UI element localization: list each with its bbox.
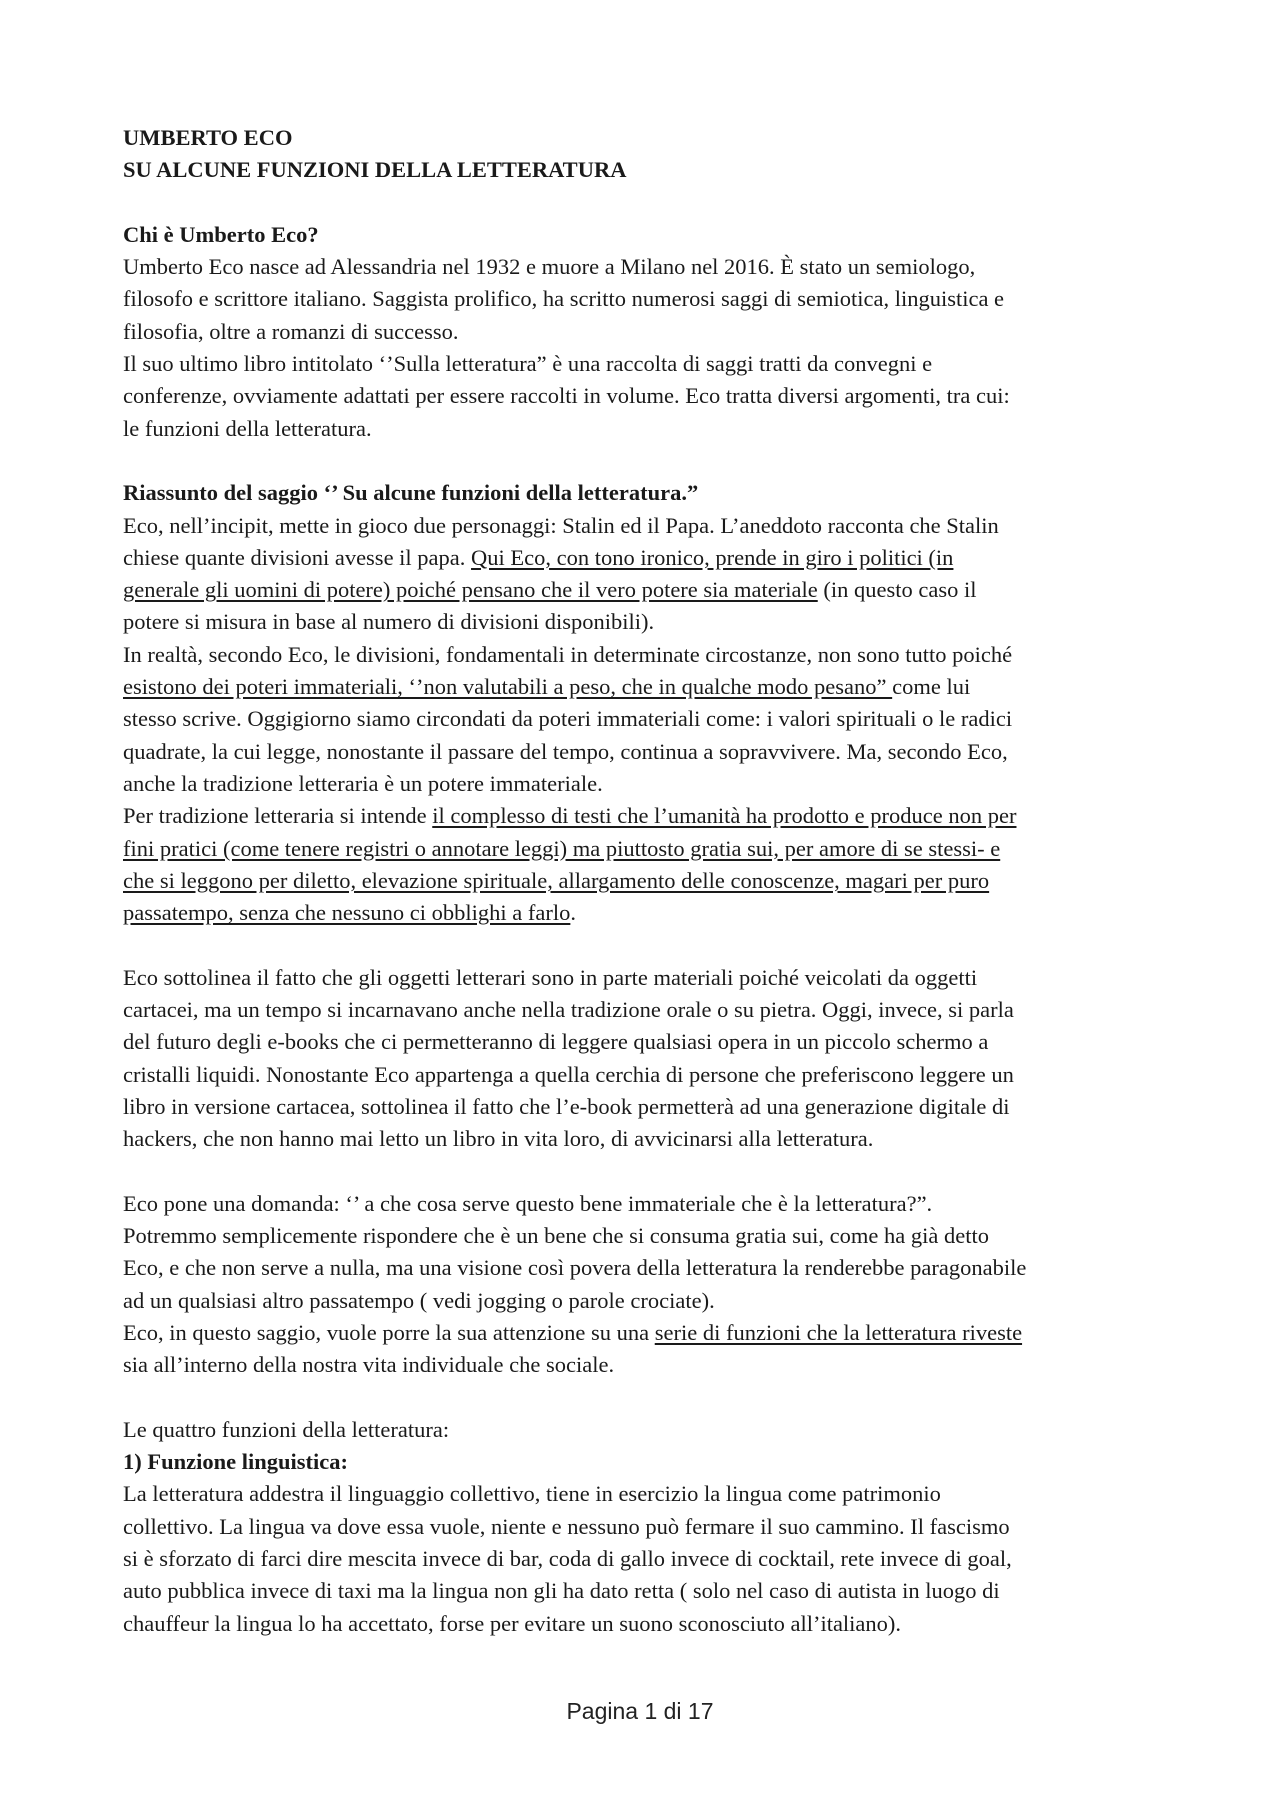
section-heading: 1) Funzione linguistica:	[123, 1449, 349, 1475]
underlined-text: generale gli uomini di potere) poiché pensano che il vero potere sia materiale	[123, 577, 818, 603]
spacer	[123, 1156, 1183, 1188]
paragraph-line	[123, 1317, 1183, 1349]
document-title-line-2: SU ALCUNE FUNZIONI DELLA LETTERATURA	[123, 157, 627, 183]
paragraph-line: conferenze, ovviamente adattati per essere raccolti in volume. Eco tratta diversi argomenti, tra cui:	[123, 383, 1010, 409]
text-run: Per tradizione letteraria si intende	[123, 803, 433, 829]
paragraph-line	[123, 800, 1183, 832]
underlined-text: che si leggono per diletto, elevazione spirituale, allargamento delle conoscenze, magari per puro	[123, 867, 990, 893]
spacer	[123, 929, 1183, 961]
paragraph-line: ad un qualsiasi altro passatempo ( vedi jogging o parole crociate).	[123, 1287, 715, 1313]
paragraph-line: Eco, nell’incipit, mette in gioco due personaggi: Stalin ed il Papa. L’aneddoto racconta che Stalin	[123, 512, 999, 538]
paragraph-line: del futuro degli e-books che ci permetteranno di leggere qualsiasi opera in un piccolo schermo a	[123, 1029, 989, 1055]
paragraph-line	[123, 542, 1183, 574]
spacer	[123, 1382, 1183, 1414]
paragraph-line: stesso scrive. Oggigiorno siamo circondati da poteri immateriali come: i valori spirituali o le radici	[123, 706, 1013, 732]
paragraph-line: Le quattro funzioni della letteratura:	[123, 1416, 450, 1442]
section-summary	[123, 477, 1183, 929]
document-page	[123, 122, 1183, 1640]
paragraph-line: cartacei, ma un tempo si incarnavano anche nella tradizione orale o su pietra. Oggi, invece, si parla	[123, 997, 1014, 1023]
paragraph-line: Eco sottolinea il fatto che gli oggetti letterari sono in parte materiali poiché veicolati da oggetti	[123, 964, 978, 990]
paragraph-line: le funzioni della letteratura.	[123, 415, 372, 441]
underlined-text: passatempo, senza che nessuno ci obblighi a farlo	[123, 900, 571, 926]
section-heading: Chi è Umberto Eco?	[123, 221, 319, 247]
paragraph-line: Umberto Eco nasce ad Alessandria nel 1932 e muore a Milano nel 2016. È stato un semiologo,	[123, 254, 976, 280]
paragraph-line: sia all’interno della nostra vita individuale che sociale.	[123, 1352, 615, 1378]
section-question	[123, 1188, 1183, 1382]
paragraph-line: anche la tradizione letteraria è un potere immateriale.	[123, 770, 603, 796]
section-heading: Riassunto del saggio ‘’ Su alcune funzioni della letteratura.”	[123, 480, 699, 506]
spacer	[123, 187, 1183, 219]
section-author-bio	[123, 219, 1183, 445]
paragraph-line: Il suo ultimo libro intitolato ‘’Sulla letteratura” è una raccolta di saggi tratti da convegni e	[123, 351, 933, 377]
paragraph-line: si è sforzato di farci dire mescita invece di bar, coda di gallo invece di cocktail, rete invece di goal,	[123, 1546, 1012, 1572]
paragraph-line	[123, 671, 1183, 703]
paragraph-line: Potremmo semplicemente rispondere che è un bene che si consuma gratia sui, come ha già detto	[123, 1223, 989, 1249]
text-run: (in questo caso il	[817, 577, 977, 603]
document-title-line-1: UMBERTO ECO	[123, 125, 293, 150]
spacer	[123, 445, 1183, 477]
paragraph-line: libro in versione cartacea, sottolinea il fatto che l’e-book permetterà ad una generazione digitale di	[123, 1093, 1010, 1119]
paragraph-line: La letteratura addestra il linguaggio collettivo, tiene in esercizio la lingua come patrimonio	[123, 1481, 941, 1507]
paragraph-line: collettivo. La lingua va dove essa vuole, niente e nessuno può fermare il suo cammino. Il fascismo	[123, 1513, 1010, 1539]
text-run: .	[570, 900, 576, 926]
paragraph-line: cristalli liquidi. Nonostante Eco appartenga a quella cerchia di persone che preferiscono leggere un	[123, 1061, 1014, 1087]
paragraph-line	[123, 897, 1183, 929]
text-run: come lui	[892, 674, 971, 700]
paragraph-line: hackers, che non hanno mai letto un libro in vita loro, di avvicinarsi alla letteratura.	[123, 1126, 874, 1152]
section-ebooks	[123, 962, 1183, 1156]
underlined-text: esistono dei poteri immateriali, ‘’non valutabili a peso, che in qualche modo pesano”	[123, 674, 893, 700]
underlined-text: fini pratici (come tenere registri o annotare leggi) ma piuttosto gratia sui, per amore di se stessi- e	[123, 835, 1001, 861]
paragraph-line: potere si misura in base al numero di divisioni disponibili).	[123, 609, 655, 635]
paragraph-line: Eco, e che non serve a nulla, ma una visione così povera della letteratura la renderebbe paragonabile	[123, 1255, 1027, 1281]
paragraph-line	[123, 574, 1183, 606]
underlined-text: serie di funzioni che la letteratura riveste	[654, 1319, 1023, 1345]
paragraph-line: filosofo e scrittore italiano. Saggista prolifico, ha scritto numerosi saggi di semiotica, linguistica e	[123, 286, 1005, 312]
text-run: Eco, in questo saggio, vuole porre la sua attenzione su una	[123, 1319, 655, 1345]
paragraph-line: chauffeur la lingua lo ha accettato, forse per evitare un suono sconosciuto all’italiano).	[123, 1610, 902, 1636]
paragraph-line: In realtà, secondo Eco, le divisioni, fondamentali in determinate circostanze, non sono tutto poiché	[123, 641, 1013, 667]
underlined-text: il complesso di testi che l’umanità ha prodotto e produce non per	[432, 803, 1017, 829]
page-number-footer: Pagina 1 di 17	[566, 1698, 714, 1724]
text-run: chiese quante divisioni avesse il papa.	[123, 544, 472, 570]
paragraph-line: Eco pone una domanda: ‘’ a che cosa serve questo bene immateriale che è la letteratura?”.	[123, 1190, 933, 1216]
paragraph-line: filosofia, oltre a romanzi di successo.	[123, 318, 459, 344]
paragraph-line: quadrate, la cui legge, nonostante il passare del tempo, continua a sopravvivere. Ma, secondo Eco,	[123, 738, 1008, 764]
paragraph-line: auto pubblica invece di taxi ma la lingua non gli ha dato retta ( solo nel caso di autista in luogo di	[123, 1578, 1000, 1604]
section-functions	[123, 1414, 1183, 1640]
underlined-text: Qui Eco, con tono ironico, prende in giro i politici (in	[471, 544, 954, 570]
